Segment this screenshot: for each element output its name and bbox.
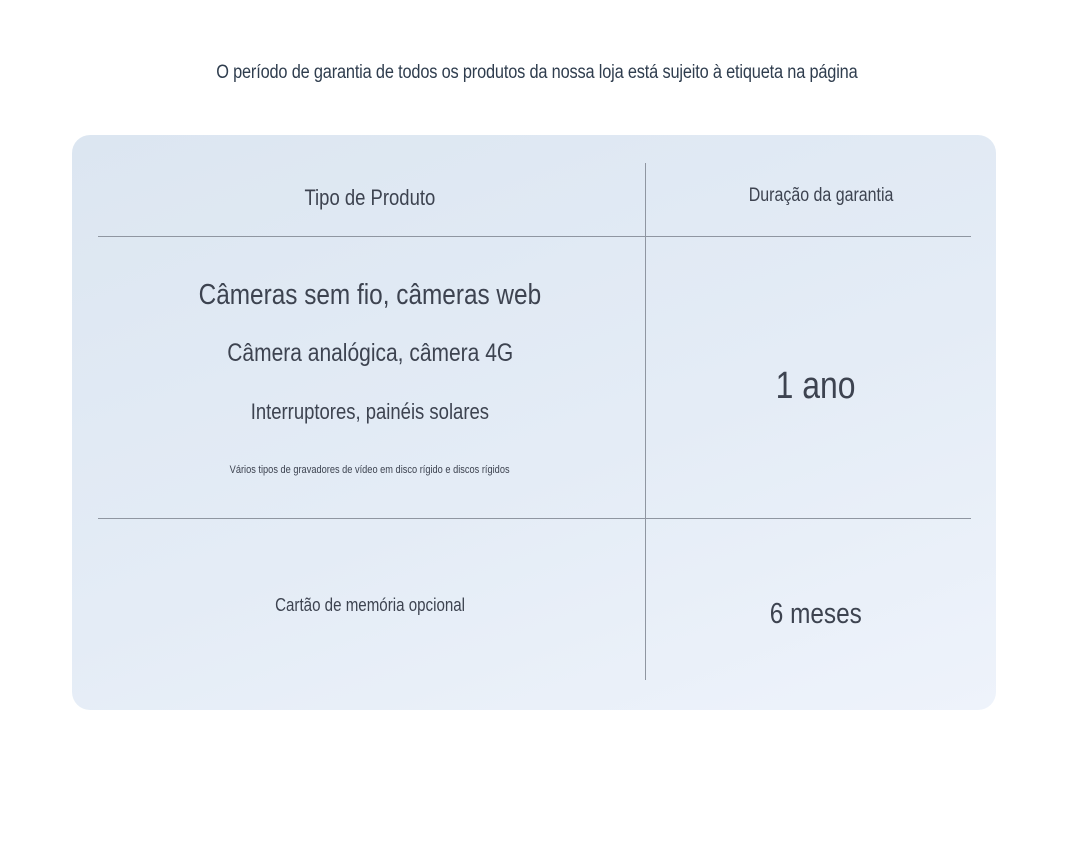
warranty-notice bbox=[0, 62, 1073, 84]
product-item-label: Vários tipos de gravadores de vídeo em disco rígido e discos rígidos bbox=[230, 464, 510, 476]
warranty-duration-text: 6 meses bbox=[769, 598, 863, 630]
product-item bbox=[72, 279, 668, 312]
product-item-label: Interruptores, painéis solares bbox=[250, 399, 490, 424]
product-item bbox=[72, 464, 668, 476]
product-item bbox=[72, 595, 668, 616]
header-divider bbox=[98, 236, 971, 237]
warranty-duration-text: 1 ano bbox=[776, 365, 856, 407]
product-item bbox=[72, 339, 668, 368]
header-product-type-label: Tipo de Produto bbox=[304, 185, 436, 210]
product-item-label: Cartão de memória opcional bbox=[275, 595, 465, 615]
product-item bbox=[72, 399, 668, 425]
header-warranty-duration-label: Duração da garantia bbox=[748, 185, 894, 206]
warranty-duration-value bbox=[646, 598, 986, 631]
warranty-duration-value bbox=[646, 365, 986, 408]
row-divider bbox=[98, 518, 971, 519]
product-item-label: Câmeras sem fio, câmeras web bbox=[198, 279, 542, 311]
warranty-table bbox=[72, 135, 996, 710]
warranty-notice-text: O período de garantia de todos os produtos da nossa loja está sujeito à etiqueta na página bbox=[215, 62, 858, 83]
header-product-type bbox=[72, 185, 668, 211]
product-item-label: Câmera analógica, câmera 4G bbox=[227, 339, 513, 367]
header-warranty-duration bbox=[646, 185, 996, 207]
